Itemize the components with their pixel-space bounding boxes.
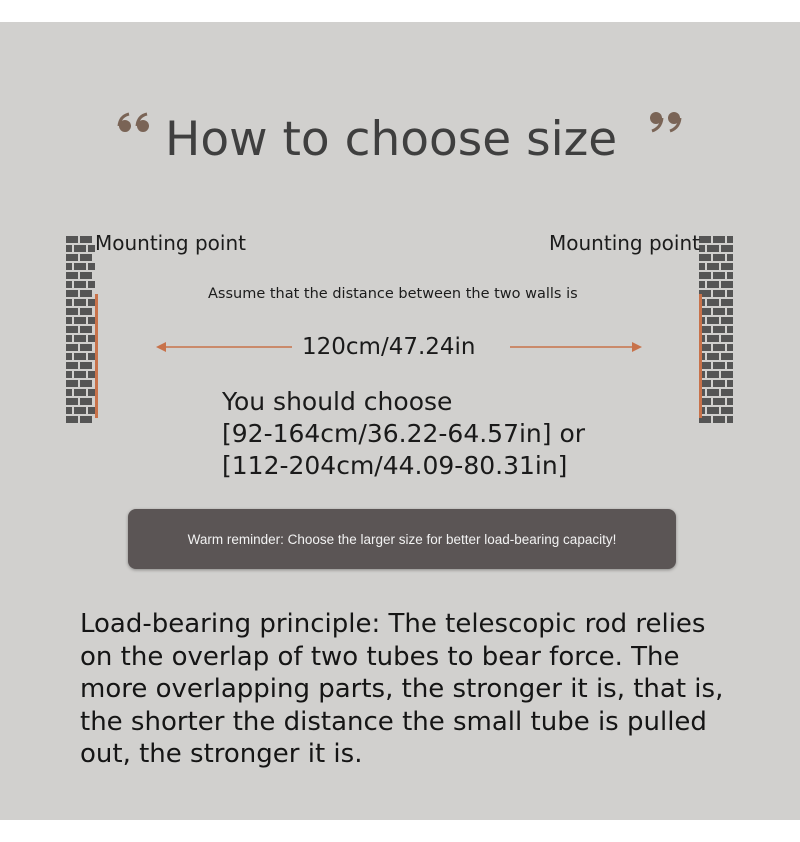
title-area bbox=[0, 108, 800, 178]
brick bbox=[74, 353, 86, 360]
brick bbox=[88, 281, 95, 288]
brick bbox=[66, 380, 78, 387]
principle-line: on the overlap of two tubes to bear force. The bbox=[80, 641, 680, 672]
brick bbox=[721, 371, 733, 378]
brick bbox=[66, 407, 72, 414]
brick bbox=[699, 272, 711, 279]
brick bbox=[88, 245, 95, 252]
brick bbox=[80, 290, 92, 297]
brick bbox=[727, 290, 733, 297]
brick bbox=[66, 326, 78, 333]
mounting-point-left-label: Mounting point bbox=[95, 231, 246, 255]
arrow-left-icon bbox=[156, 340, 292, 354]
brick bbox=[727, 362, 733, 369]
brick bbox=[721, 299, 733, 306]
brick bbox=[74, 317, 86, 324]
brick bbox=[727, 398, 733, 405]
mounting-marker-left bbox=[95, 294, 98, 418]
brick bbox=[727, 254, 733, 261]
brick bbox=[707, 407, 719, 414]
brick-wall-bricks bbox=[66, 236, 95, 423]
brick bbox=[66, 317, 72, 324]
brick bbox=[88, 335, 95, 342]
brick bbox=[66, 353, 72, 360]
brick bbox=[80, 362, 92, 369]
brick bbox=[707, 281, 719, 288]
brick bbox=[66, 362, 78, 369]
principle-line: more overlapping parts, the stronger it is, that is, bbox=[80, 674, 724, 704]
brick bbox=[88, 389, 95, 396]
brick bbox=[88, 407, 95, 414]
brick bbox=[74, 371, 86, 378]
brick bbox=[74, 335, 86, 342]
mounting-point-right-label: Mounting point bbox=[549, 231, 700, 255]
brick bbox=[713, 236, 725, 243]
principle-line: Load-bearing principle: The telescopic rod relies bbox=[80, 609, 706, 639]
brick bbox=[80, 254, 92, 261]
brick bbox=[713, 416, 725, 423]
brick bbox=[707, 389, 719, 396]
brick bbox=[80, 344, 92, 351]
brick bbox=[707, 317, 719, 324]
brick bbox=[707, 371, 719, 378]
brick bbox=[721, 317, 733, 324]
brick bbox=[699, 236, 711, 243]
brick bbox=[727, 380, 733, 387]
brick bbox=[713, 398, 725, 405]
brick bbox=[80, 308, 92, 315]
brick bbox=[66, 299, 72, 306]
brick bbox=[66, 344, 78, 351]
brick bbox=[707, 299, 719, 306]
principle-line: out, the stronger it is. bbox=[80, 739, 363, 769]
distance-value: 120cm/47.24in bbox=[302, 334, 476, 360]
brick bbox=[721, 281, 733, 288]
brick-wall-bricks bbox=[699, 236, 733, 423]
brick bbox=[713, 326, 725, 333]
recommendation-line: [112-204cm/44.09-80.31in] bbox=[222, 451, 568, 480]
brick bbox=[74, 263, 86, 270]
brick bbox=[727, 326, 733, 333]
warm-reminder-banner bbox=[128, 509, 676, 569]
principle-line: the shorter the distance the small tube is pulled bbox=[80, 706, 707, 737]
brick-wall-icon bbox=[66, 236, 98, 470]
brick bbox=[74, 407, 86, 414]
brick bbox=[88, 299, 95, 306]
brick bbox=[74, 299, 86, 306]
recommendation-line: You should choose bbox=[222, 387, 453, 416]
brick bbox=[88, 317, 95, 324]
brick bbox=[80, 380, 92, 387]
brick bbox=[713, 272, 725, 279]
brick bbox=[713, 290, 725, 297]
brick bbox=[707, 245, 719, 252]
brick bbox=[88, 371, 95, 378]
brick bbox=[727, 272, 733, 279]
brick bbox=[721, 263, 733, 270]
brick bbox=[66, 389, 72, 396]
brick bbox=[88, 353, 95, 360]
brick bbox=[721, 389, 733, 396]
brick bbox=[66, 290, 78, 297]
brick bbox=[66, 236, 78, 243]
brick bbox=[721, 245, 733, 252]
brick bbox=[727, 416, 733, 423]
brick bbox=[80, 236, 92, 243]
brick bbox=[66, 263, 72, 270]
brick bbox=[66, 398, 78, 405]
brick bbox=[721, 335, 733, 342]
brick bbox=[80, 272, 92, 279]
brick bbox=[713, 362, 725, 369]
brick bbox=[80, 416, 92, 423]
brick bbox=[88, 263, 95, 270]
brick bbox=[727, 308, 733, 315]
brick bbox=[699, 254, 711, 261]
load-bearing-principle bbox=[80, 608, 760, 771]
brick bbox=[66, 281, 72, 288]
brick bbox=[80, 326, 92, 333]
brick bbox=[713, 308, 725, 315]
arrow-right-icon bbox=[510, 340, 642, 354]
brick bbox=[713, 254, 725, 261]
brick bbox=[727, 344, 733, 351]
brick bbox=[707, 353, 719, 360]
mounting-marker-right bbox=[699, 294, 702, 418]
brick bbox=[66, 416, 78, 423]
recommended-size-block bbox=[222, 386, 585, 482]
assumption-text: Assume that the distance between the two walls is bbox=[208, 286, 578, 302]
brick bbox=[66, 272, 78, 279]
warm-reminder-text: Warm reminder: Choose the larger size for better load-bearing capacity! bbox=[187, 531, 617, 547]
brick bbox=[721, 407, 733, 414]
brick bbox=[74, 245, 86, 252]
recommendation-line: [92-164cm/36.22-64.57in] or bbox=[222, 419, 586, 448]
brick bbox=[74, 281, 86, 288]
brick bbox=[727, 236, 733, 243]
brick bbox=[713, 380, 725, 387]
brick bbox=[707, 335, 719, 342]
brick bbox=[699, 263, 705, 270]
brick bbox=[66, 245, 72, 252]
brick bbox=[66, 335, 72, 342]
brick bbox=[713, 344, 725, 351]
brick bbox=[707, 263, 719, 270]
brick bbox=[721, 353, 733, 360]
brick bbox=[66, 254, 78, 261]
brick-wall-icon bbox=[699, 236, 733, 470]
brick bbox=[80, 398, 92, 405]
page-title: How to choose size bbox=[165, 112, 618, 167]
brick bbox=[66, 308, 78, 315]
brick bbox=[74, 389, 86, 396]
brick bbox=[66, 371, 72, 378]
brick bbox=[699, 281, 705, 288]
